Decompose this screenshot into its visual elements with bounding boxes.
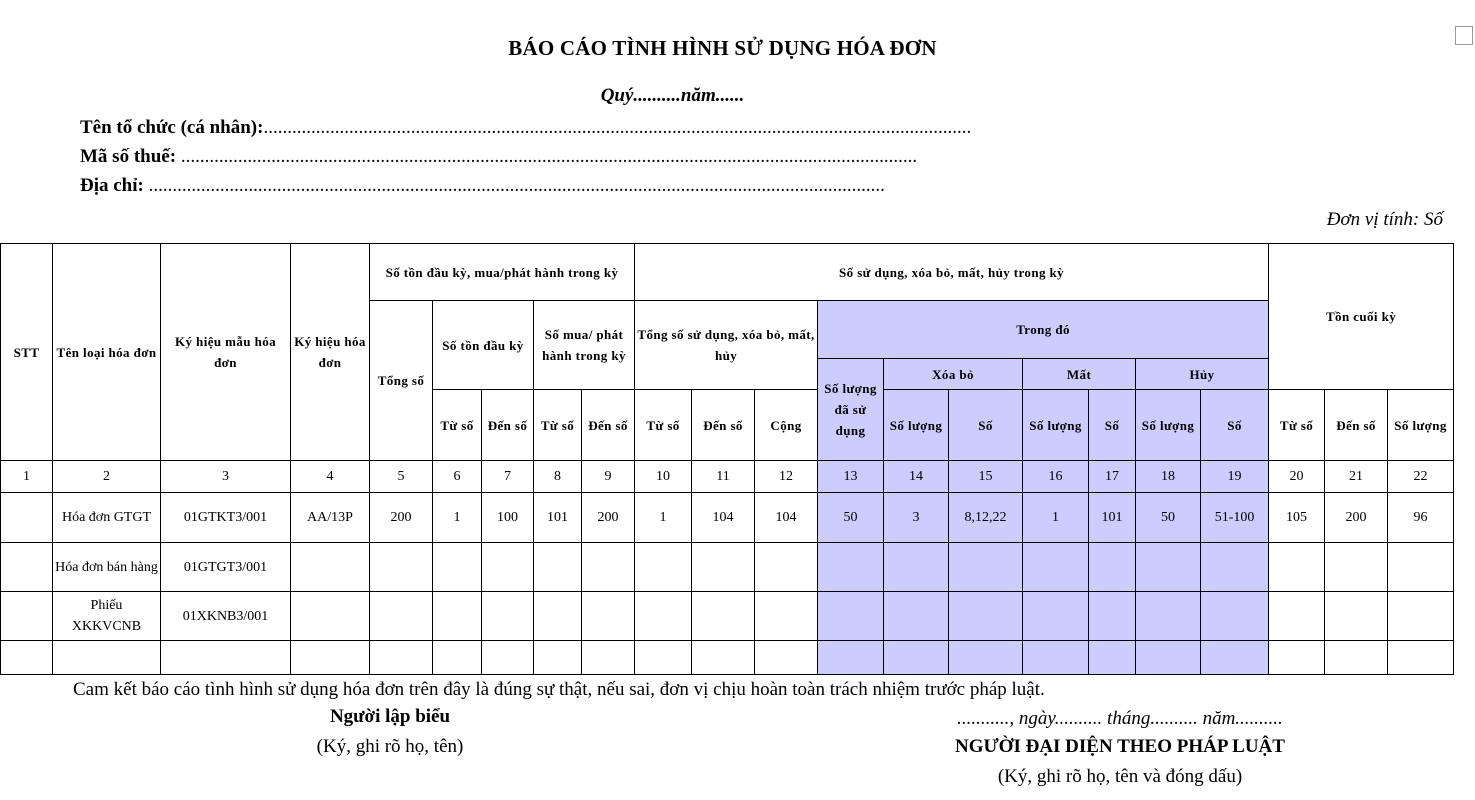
- report-period: Quý..........năm......: [600, 85, 745, 106]
- table-cell[interactable]: [370, 543, 433, 592]
- invoice-usage-table: [0, 243, 1454, 675]
- table-cell[interactable]: 1: [635, 493, 692, 543]
- table-cell[interactable]: [1201, 592, 1269, 641]
- header-opening-stock: Số tồn đầu kỳ: [433, 301, 534, 390]
- table-cell[interactable]: [884, 592, 949, 641]
- tax-code-label: Mã số thuế:: [80, 146, 177, 167]
- table-cell[interactable]: [949, 592, 1023, 641]
- column-number: 17: [1089, 461, 1136, 493]
- table-cell[interactable]: [635, 592, 692, 641]
- header-quantity: Số lượng: [884, 390, 949, 461]
- table-cell[interactable]: 01GTGT3/001: [161, 543, 291, 592]
- table-cell[interactable]: [433, 592, 482, 641]
- legal-rep-title: NGƯỜI ĐẠI DIỆN THEO PHÁP LUẬT: [955, 736, 1285, 757]
- table-cell[interactable]: [1023, 592, 1089, 641]
- header-from-number: Từ số: [635, 390, 692, 461]
- header-number: Số: [1201, 390, 1269, 461]
- table-cell[interactable]: [818, 543, 884, 592]
- table-cell[interactable]: 01XKNB3/001: [161, 592, 291, 641]
- column-number: 9: [582, 461, 635, 493]
- table-cell[interactable]: [534, 543, 582, 592]
- table-cell[interactable]: [291, 592, 370, 641]
- table-cell[interactable]: [1325, 592, 1388, 641]
- table-cell[interactable]: 101: [1089, 493, 1136, 543]
- header-total-used: Tổng số sử dụng, xóa bỏ, mất, hủy: [635, 301, 818, 390]
- table-cell[interactable]: [1023, 543, 1089, 592]
- table-row[interactable]: [1, 493, 1454, 543]
- table-cell[interactable]: Hóa đơn GTGT: [53, 493, 161, 543]
- table-cell[interactable]: 1: [1023, 493, 1089, 543]
- table-cell[interactable]: 200: [370, 493, 433, 543]
- tax-code-dots[interactable]: ...........................................................................................................................................................: [176, 146, 918, 167]
- report-title: BÁO CÁO TÌNH HÌNH SỬ DỤNG HÓA ĐƠN: [508, 36, 937, 60]
- unit-of-measure: Đơn vị tính: Số: [1326, 209, 1443, 230]
- table-cell[interactable]: [1089, 543, 1136, 592]
- table-cell[interactable]: 104: [692, 493, 755, 543]
- column-number: 6: [433, 461, 482, 493]
- date-line: ..........., ngày.......... tháng.......... năm..........: [957, 708, 1283, 729]
- table-cell[interactable]: AA/13P: [291, 493, 370, 543]
- header-lost: Mất: [1023, 359, 1136, 390]
- header-qty-used: Số lượng đã sử dụng: [818, 359, 884, 461]
- column-number: 20: [1269, 461, 1325, 493]
- table-cell[interactable]: [370, 592, 433, 641]
- column-number: 18: [1136, 461, 1201, 493]
- table-cell[interactable]: 200: [1325, 493, 1388, 543]
- column-number: 13: [818, 461, 884, 493]
- preparer-note: (Ký, ghi rõ họ, tên): [316, 736, 464, 757]
- column-number: 7: [482, 461, 534, 493]
- header-quantity: Số lượng: [1136, 390, 1201, 461]
- org-name-dots[interactable]: .....................................................................................................................................................: [263, 117, 972, 138]
- header-opening-purchase-group: Số tồn đầu kỳ, mua/phát hành trong kỳ: [370, 244, 635, 301]
- table-cell[interactable]: 96: [1388, 493, 1454, 543]
- table-cell[interactable]: 1: [433, 493, 482, 543]
- table-cell[interactable]: Phiếu XKKVCNB: [53, 592, 161, 641]
- table-row[interactable]: [1, 543, 1454, 592]
- table-cell[interactable]: Hóa đơn bán hàng: [53, 543, 161, 592]
- column-number-row: [1, 461, 1454, 493]
- header-from-number: Từ số: [433, 390, 482, 461]
- table-cell[interactable]: [1089, 592, 1136, 641]
- address-label: Địa chỉ:: [80, 175, 144, 196]
- corner-checkbox[interactable]: [1455, 26, 1473, 45]
- column-number: 15: [949, 461, 1023, 493]
- column-number: 2: [53, 461, 161, 493]
- org-name-line: [80, 117, 971, 139]
- preparer-title: Người lập biểu: [329, 706, 451, 727]
- header-form-symbol: Ký hiệu mẫu hóa đơn: [161, 244, 291, 461]
- table-cell[interactable]: [482, 543, 534, 592]
- header-closing-stock: Tồn cuối kỳ: [1269, 244, 1454, 390]
- table-cell[interactable]: [433, 543, 482, 592]
- table-cell[interactable]: [635, 543, 692, 592]
- header-sum: Cộng: [755, 390, 818, 461]
- table-cell[interactable]: [1325, 543, 1388, 592]
- table-cell[interactable]: [1388, 592, 1454, 641]
- column-number: 16: [1023, 461, 1089, 493]
- column-number: 19: [1201, 461, 1269, 493]
- address-dots[interactable]: ...........................................................................................................................................................: [143, 175, 885, 196]
- table-cell[interactable]: [1201, 543, 1269, 592]
- column-number: 14: [884, 461, 949, 493]
- table-cell[interactable]: [1136, 543, 1201, 592]
- table-cell[interactable]: [1, 592, 53, 641]
- table-cell[interactable]: [1388, 543, 1454, 592]
- header-to-number: Đến số: [482, 390, 534, 461]
- column-number: 8: [534, 461, 582, 493]
- table-cell[interactable]: 104: [755, 493, 818, 543]
- header-quantity: Số lượng: [1023, 390, 1089, 461]
- column-number: 21: [1325, 461, 1388, 493]
- table-cell[interactable]: 51-100: [1201, 493, 1269, 543]
- header-quantity: Số lượng: [1388, 390, 1454, 461]
- header-to-number: Đến số: [1325, 390, 1388, 461]
- table-cell[interactable]: [582, 592, 635, 641]
- address-line: [80, 175, 885, 197]
- table-cell[interactable]: 100: [482, 493, 534, 543]
- table-cell[interactable]: [692, 592, 755, 641]
- header-from-number: Từ số: [534, 390, 582, 461]
- header-total: Tổng số: [370, 301, 433, 461]
- header-of-which: Trong đó: [818, 301, 1269, 359]
- column-number: 10: [635, 461, 692, 493]
- table-cell[interactable]: [884, 543, 949, 592]
- table-cell[interactable]: [1269, 543, 1325, 592]
- table-cell[interactable]: 200: [582, 493, 635, 543]
- table-cell[interactable]: [692, 543, 755, 592]
- table-cell[interactable]: 8,12,22: [949, 493, 1023, 543]
- org-name-label: Tên tổ chức (cá nhân):: [80, 117, 264, 138]
- table-cell[interactable]: 105: [1269, 493, 1325, 543]
- table-cell[interactable]: 50: [818, 493, 884, 543]
- table-cell[interactable]: 01GTKT3/001: [161, 493, 291, 543]
- header-invoice-type: Tên loại hóa đơn: [53, 244, 161, 461]
- column-number: 1: [1, 461, 53, 493]
- header-cancelled: Xóa bỏ: [884, 359, 1023, 390]
- table-cell[interactable]: [534, 592, 582, 641]
- column-number: 3: [161, 461, 291, 493]
- column-number: 11: [692, 461, 755, 493]
- table-cell[interactable]: [582, 543, 635, 592]
- commitment-statement: Cam kết báo cáo tình hình sử dụng hóa đơn trên đây là đúng sự thật, nếu sai, đơn vị chịu hoàn toàn trách nhiệm trước pháp luật.: [73, 679, 1045, 700]
- header-to-number: Đến số: [692, 390, 755, 461]
- column-number: 4: [291, 461, 370, 493]
- table-cell[interactable]: 101: [534, 493, 582, 543]
- table-cell[interactable]: [1, 543, 53, 592]
- legal-rep-note: (Ký, ghi rõ họ, tên và đóng dấu): [997, 766, 1243, 787]
- header-destroyed: Hủy: [1136, 359, 1269, 390]
- column-number: 5: [370, 461, 433, 493]
- table-row-empty[interactable]: [1, 641, 1454, 675]
- table-cell[interactable]: [1136, 592, 1201, 641]
- table-cell[interactable]: [755, 592, 818, 641]
- tax-code-line: [80, 146, 917, 168]
- column-number: 12: [755, 461, 818, 493]
- header-number: Số: [949, 390, 1023, 461]
- table-cell[interactable]: [291, 543, 370, 592]
- header-usage-group: Số sử dụng, xóa bỏ, mất, hủy trong kỳ: [635, 244, 1269, 301]
- header-number: Số: [1089, 390, 1136, 461]
- table-cell[interactable]: [949, 543, 1023, 592]
- table-row[interactable]: [1, 592, 1454, 641]
- table-cell[interactable]: [818, 592, 884, 641]
- header-purchased: Số mua/ phát hành trong kỳ: [534, 301, 635, 390]
- table-cell[interactable]: [755, 543, 818, 592]
- header-from-number: Từ số: [1269, 390, 1325, 461]
- table-cell[interactable]: [1269, 592, 1325, 641]
- table-cell[interactable]: [482, 592, 534, 641]
- table-cell[interactable]: 3: [884, 493, 949, 543]
- column-number: 22: [1388, 461, 1454, 493]
- header-invoice-symbol: Ký hiệu hóa đơn: [291, 244, 370, 461]
- table-cell[interactable]: [1, 493, 53, 543]
- header-to-number: Đến số: [582, 390, 635, 461]
- header-stt: STT: [1, 244, 53, 461]
- table-cell[interactable]: 50: [1136, 493, 1201, 543]
